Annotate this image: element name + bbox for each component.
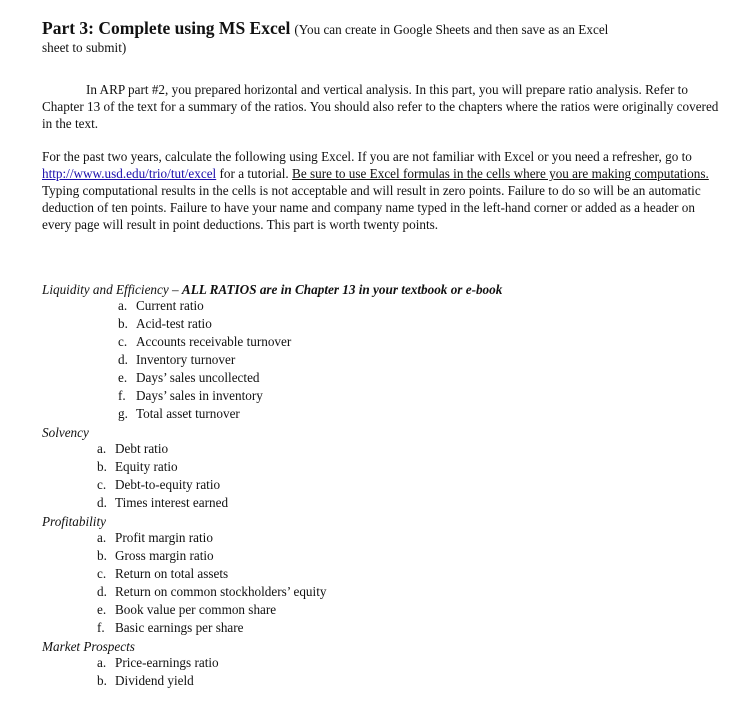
list-item	[97, 619, 326, 637]
item-text: Return on common stockholders’ equity	[115, 584, 327, 599]
item-marker: b.	[97, 673, 107, 688]
item-marker: b.	[97, 548, 107, 563]
item-marker: a.	[97, 655, 107, 670]
item-marker: d.	[118, 352, 128, 367]
page-title	[42, 18, 732, 40]
item-marker: b.	[97, 459, 107, 474]
item-text: Times interest earned	[115, 495, 229, 510]
list-liquidity	[118, 297, 291, 423]
title-note: (You can create in Google Sheets and then save as an Excel	[294, 22, 609, 37]
section-heading-market-prospects: Market Prospects	[42, 639, 135, 654]
list-item	[118, 333, 291, 351]
section-heading-text: Liquidity and Efficiency –	[42, 282, 182, 297]
list-item	[97, 476, 228, 494]
title-bold: Part 3: Complete using MS Excel	[42, 18, 291, 38]
item-text: Price-earnings ratio	[115, 655, 219, 670]
list-item	[118, 351, 291, 369]
item-marker: f.	[97, 620, 105, 635]
item-text: Days’ sales in inventory	[136, 388, 263, 403]
instructions-text-1: For the past two years, calculate the following using Excel. If you are not familiar with Excel or you need a refresher, go to	[42, 149, 692, 164]
title-note-continued: sheet to submit)	[42, 40, 127, 55]
item-marker: f.	[118, 388, 126, 403]
list-item	[97, 547, 326, 565]
item-text: Total asset turnover	[136, 406, 240, 421]
list-item	[97, 494, 228, 512]
item-marker: c.	[97, 477, 107, 492]
section-heading-liquidity	[42, 281, 502, 298]
item-text: Accounts receivable turnover	[136, 334, 292, 349]
item-text: Book value per common share	[115, 602, 277, 617]
item-marker: a.	[97, 441, 107, 456]
list-item	[97, 529, 326, 547]
section-heading-profitability: Profitability	[42, 514, 106, 529]
item-marker: c.	[118, 334, 128, 349]
list-item	[118, 315, 291, 333]
item-marker: b.	[118, 316, 128, 331]
list-item	[118, 297, 291, 315]
list-market-prospects	[97, 654, 219, 690]
item-text: Basic earnings per share	[115, 620, 244, 635]
item-marker: g.	[118, 406, 128, 421]
list-item	[97, 583, 326, 601]
excel-tutorial-link[interactable]: http://www.usd.edu/trio/tut/excel	[42, 166, 217, 181]
list-item	[97, 565, 326, 583]
list-item	[97, 672, 219, 690]
item-text: Debt ratio	[115, 441, 169, 456]
item-text: Debt-to-equity ratio	[115, 477, 221, 492]
section-heading-bold: ALL RATIOS are in Chapter 13 in your textbook or e-book	[181, 282, 503, 297]
list-item	[118, 369, 291, 387]
section-heading-solvency: Solvency	[42, 425, 89, 440]
instructions-underlined: Be sure to use Excel formulas in the cells where you are making computations.	[292, 166, 709, 181]
item-marker: d.	[97, 584, 107, 599]
item-marker: d.	[97, 495, 107, 510]
list-item	[97, 440, 228, 458]
list-item	[97, 601, 326, 619]
item-text: Profit margin ratio	[115, 530, 213, 545]
item-marker: a.	[97, 530, 107, 545]
item-text: Dividend yield	[115, 673, 194, 688]
item-text: Return on total assets	[115, 566, 229, 581]
item-text: Current ratio	[136, 298, 204, 313]
list-solvency	[97, 440, 228, 512]
list-item	[118, 387, 291, 405]
item-marker: e.	[97, 602, 107, 617]
list-profitability	[97, 529, 326, 637]
item-text: Days’ sales uncollected	[136, 370, 260, 385]
item-marker: a.	[118, 298, 128, 313]
item-marker: c.	[97, 566, 107, 581]
item-text: Gross margin ratio	[115, 548, 214, 563]
item-text: Equity ratio	[115, 459, 178, 474]
intro-paragraph: In ARP part #2, you prepared horizontal and vertical analysis. In this part, you will prepare ratio analysis. Refer to Chapter 13 of the text for a summary of the ratios. You should also refer to the chapters where the ratios were originally covered in the text.	[42, 82, 719, 131]
list-item	[118, 405, 291, 423]
item-marker: e.	[118, 370, 128, 385]
instructions-text-2: for a tutorial.	[216, 166, 293, 181]
item-text: Acid-test ratio	[136, 316, 212, 331]
list-item	[97, 654, 219, 672]
list-item	[97, 458, 228, 476]
item-text: Inventory turnover	[136, 352, 236, 367]
instructions-text-3: Typing computational results in the cells is not acceptable and will result in zero points. Failure to do so will be an automatic deduction of ten points. Failure to have your name and company name typed in the left-hand corner or added as a header on every page will result in point deductions. This part is worth twenty points.	[42, 183, 701, 232]
instructions-paragraph	[42, 148, 722, 233]
